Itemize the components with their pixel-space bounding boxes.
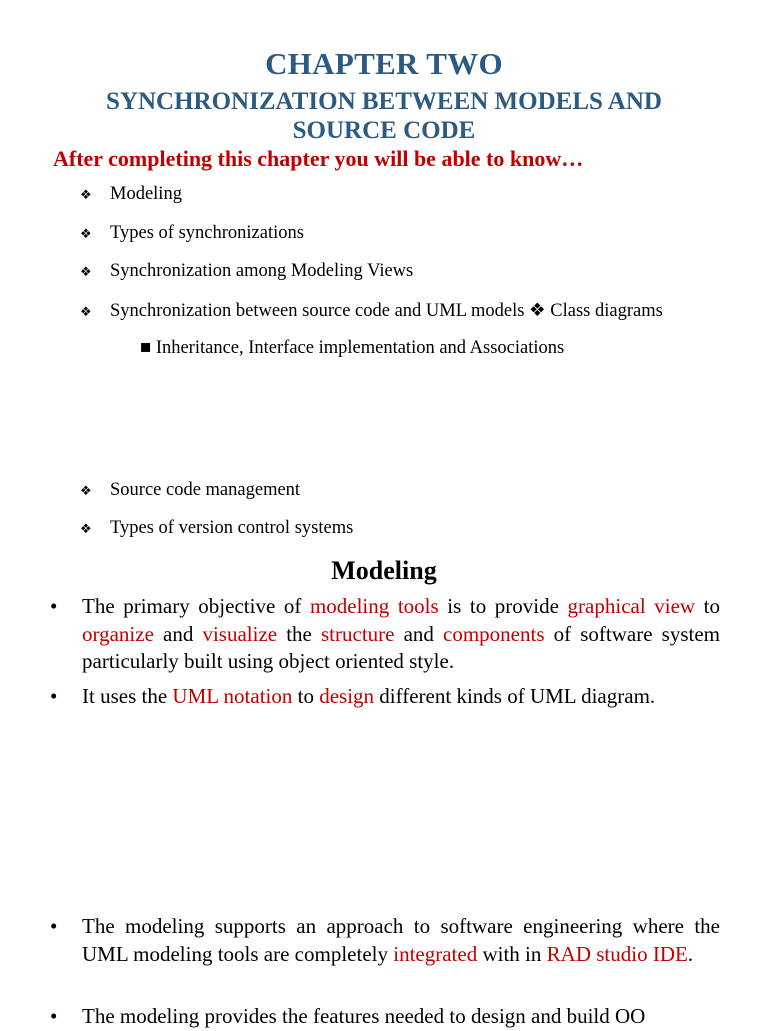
objective-label: Synchronization among Modeling Views xyxy=(110,261,414,281)
bullet-text: The modeling provides the features needed to design and build OO xyxy=(82,1004,646,1028)
objective-item xyxy=(80,518,353,539)
chapter-subtitle: SYNCHRONIZATION BETWEEN MODELS AND SOURCE CODE xyxy=(106,88,662,144)
diamond-bullet-icon: ❖ xyxy=(80,264,92,279)
highlight-term: UML notation xyxy=(172,684,293,708)
diamond-bullet-icon: ❖ xyxy=(80,187,92,202)
highlight-term: structure xyxy=(321,621,395,646)
highlight-term: graphical view xyxy=(567,594,696,618)
diamond-bullet-icon: ❖ xyxy=(80,521,92,536)
objective-item xyxy=(80,184,182,205)
highlight-term: RAD studio IDE xyxy=(546,941,688,966)
bullet-dot-icon: • xyxy=(50,1004,58,1028)
diamond-bullet-icon: ❖ xyxy=(80,226,92,241)
bullet-dot-icon: • xyxy=(50,684,58,708)
paragraph-bullet xyxy=(50,913,720,968)
diamond-bullet-icon: ❖ xyxy=(80,483,92,498)
paragraph-bullet xyxy=(50,683,720,711)
objective-item xyxy=(80,300,663,322)
paragraph-bullet xyxy=(50,593,720,676)
objective-label: Types of version control systems xyxy=(110,518,354,538)
diamond-bullet-icon: ❖ xyxy=(80,304,92,319)
chapter-intro: After completing this chapter you will be able to know… xyxy=(53,146,584,171)
square-bullet-icon: ■ xyxy=(140,338,152,358)
objective-label: Source code management xyxy=(110,480,301,500)
highlight-term: visualize xyxy=(202,621,278,646)
objective-label: Modeling xyxy=(110,184,182,204)
objective-sublabel: Inheritance, Interface implementation and Associations xyxy=(155,338,565,358)
highlight-term: integrated xyxy=(393,941,478,966)
objective-label: Synchronization between source code and UML models ❖ Class diagrams xyxy=(110,301,663,321)
bullet-text: It uses the UML notation to design different kinds of UML diagram. xyxy=(82,684,656,708)
highlight-term: modeling tools xyxy=(309,594,439,618)
chapter-title: CHAPTER TWO xyxy=(265,46,503,81)
paragraph-bullet xyxy=(50,1003,720,1031)
objective-item xyxy=(80,480,300,501)
bullet-dot-icon: • xyxy=(50,914,58,938)
bullet-dot-icon: • xyxy=(50,594,58,618)
highlight-term: organize xyxy=(82,621,154,646)
bullet-text: The modeling supports an approach to software engineering where the UML modeling tools are completely integrated with in RAD studio IDE. xyxy=(82,914,720,966)
highlight-term: design xyxy=(319,684,375,708)
highlight-term: components xyxy=(443,621,545,646)
objective-label: Types of synchronizations xyxy=(110,223,304,243)
objective-subitem xyxy=(140,338,564,359)
bullet-text: The primary objective of modeling tools is to provide graphical view to organize and visualize the structure and components of software system particularly built using object oriented style. xyxy=(82,594,720,673)
objective-item xyxy=(80,223,304,244)
section-title: Modeling xyxy=(331,556,437,585)
objective-item xyxy=(80,261,413,282)
